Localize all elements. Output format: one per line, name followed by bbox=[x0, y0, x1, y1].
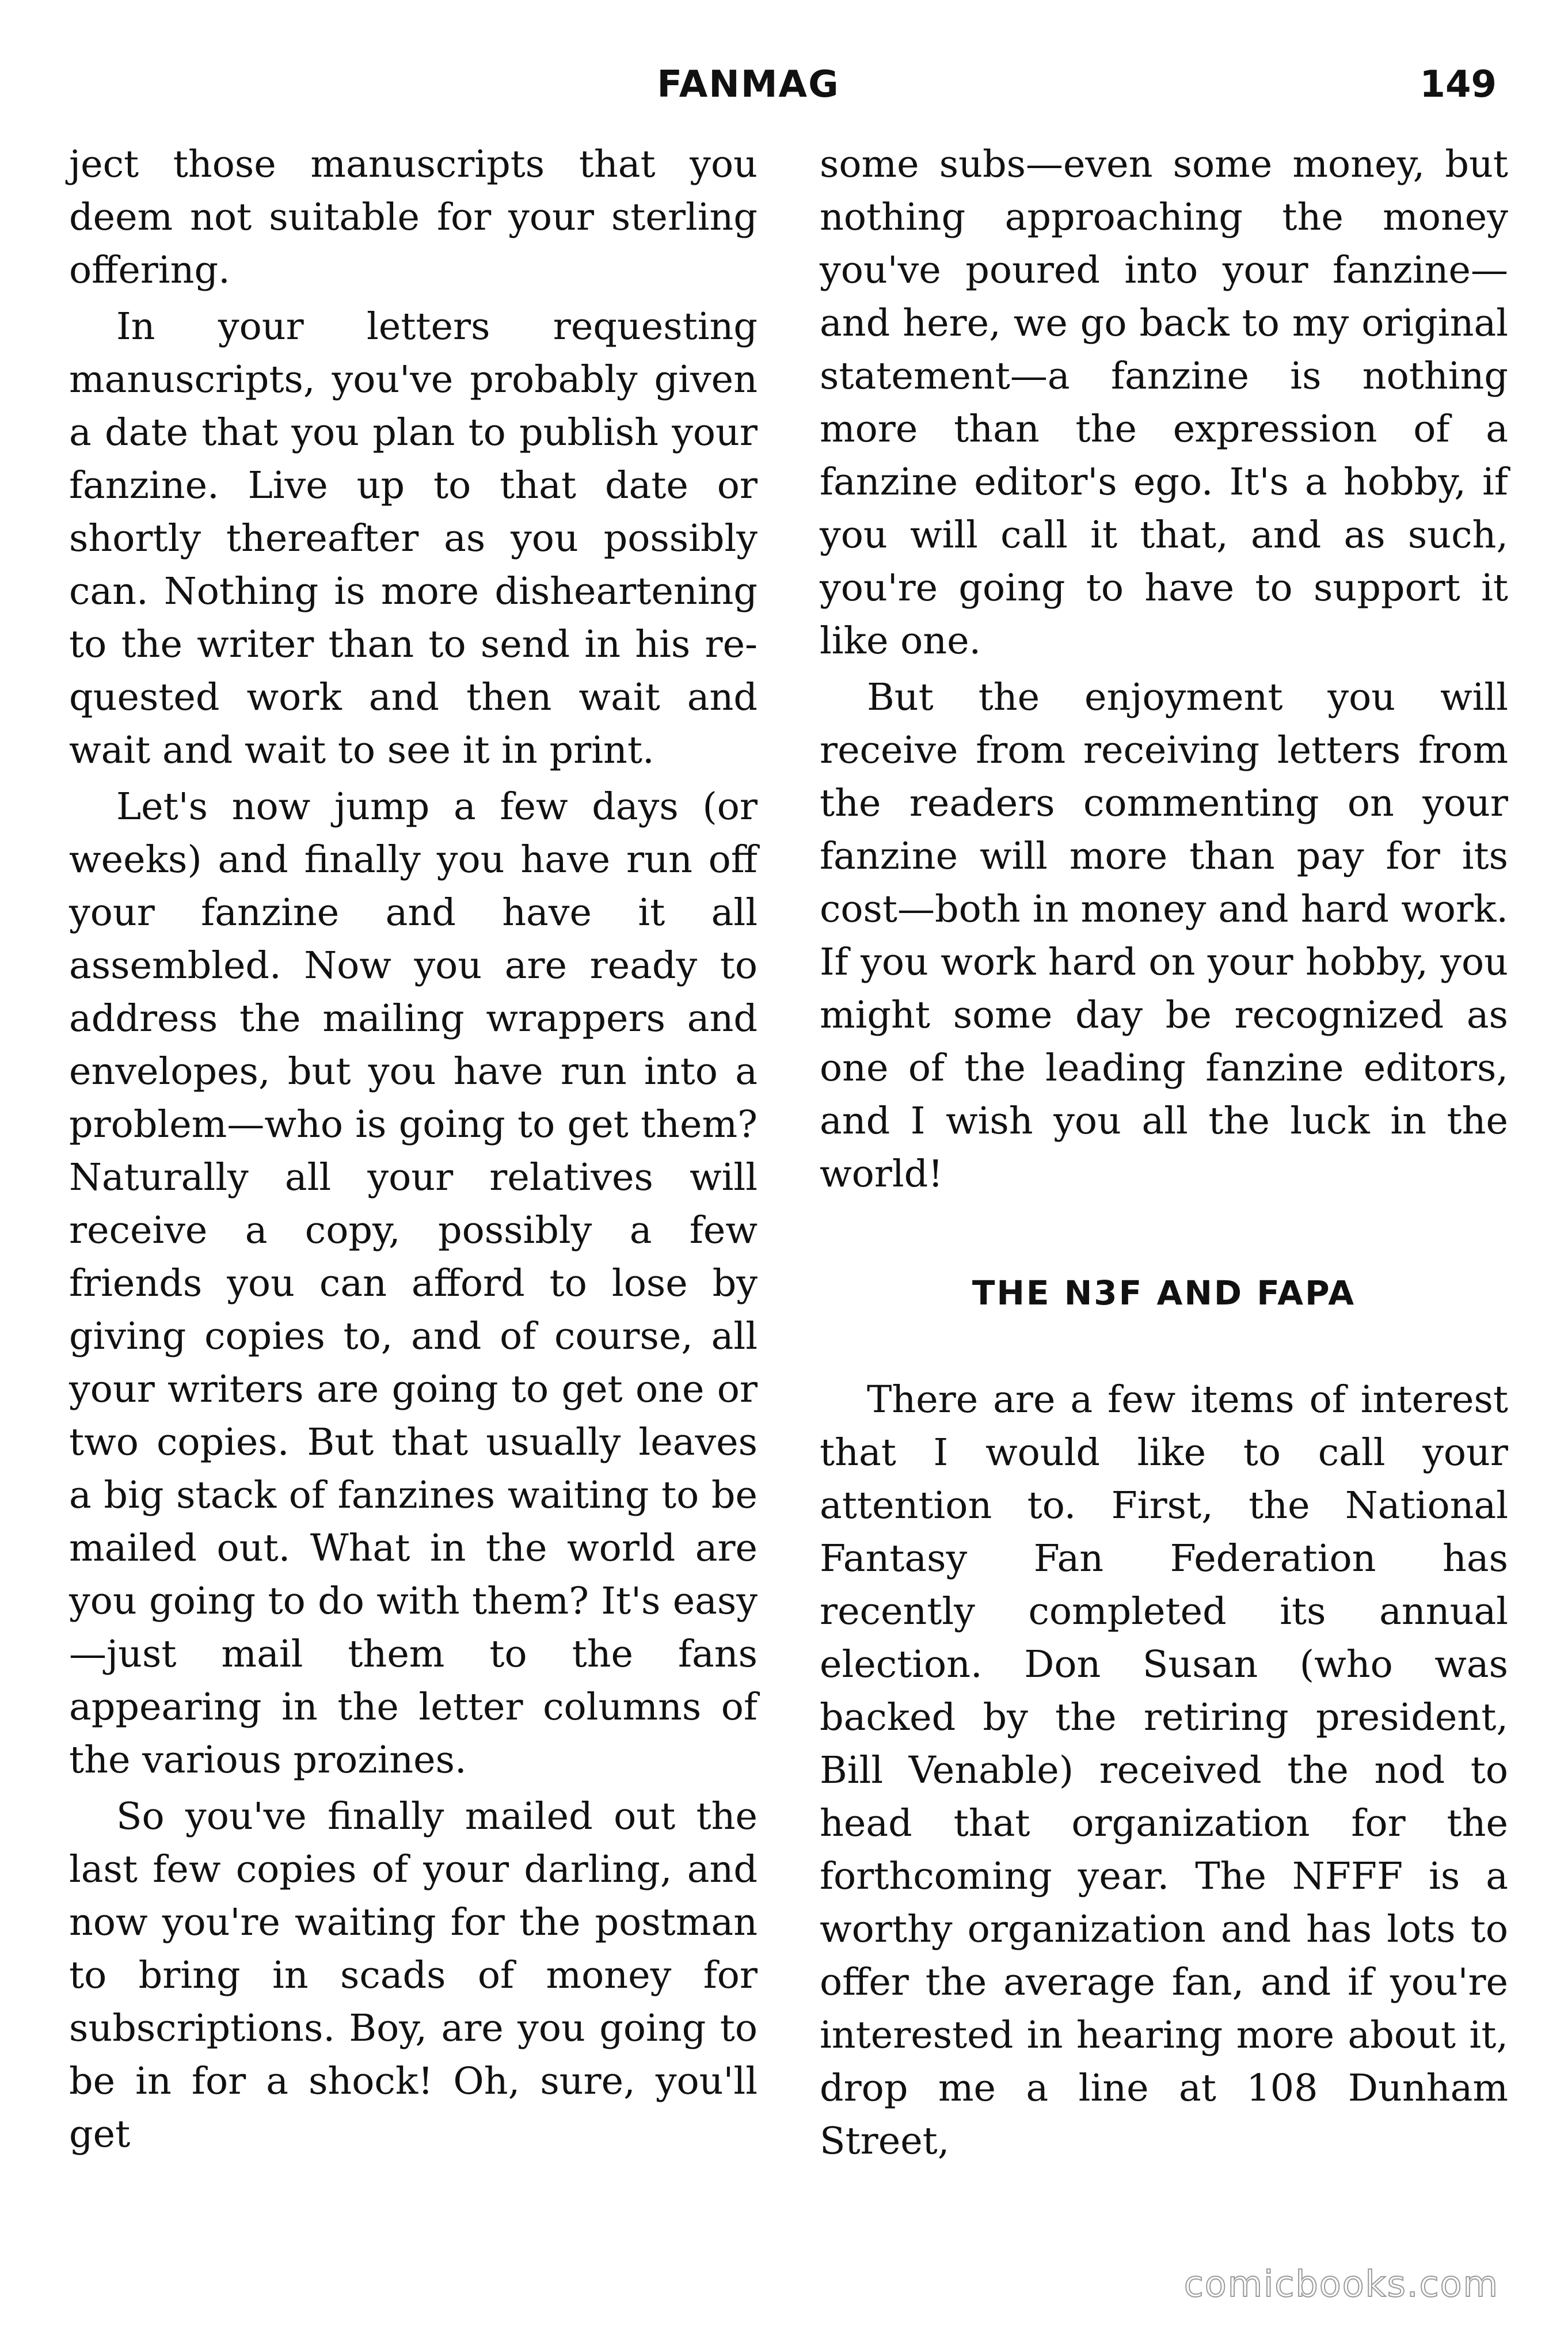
running-head-title: FANMAG bbox=[657, 63, 840, 106]
watermark: comicbooks.com bbox=[1183, 2263, 1499, 2305]
paragraph: Let's now jump a few days (or weeks) and finally you have run off your fanzine and have it all assembled. Now you are ready to address the mailing wrappers and envelopes, but you have run into a problem—who is going to get them? Naturally all your relatives will receive a copy, possibly a few friends you can afford to lose by giving copies to, and of course, all your writers are going to get one or two copies. But that usually leaves a big stack of fanzines waiting to be mailed out. What in the world are you going to do with them? It's easy—just mail them to the fans appearing in the letter columns of the various prozines. bbox=[69, 785, 758, 1782]
left-column bbox=[69, 138, 758, 2165]
right-column bbox=[820, 138, 1508, 2171]
paragraph: ject those manuscripts that you deem not suitable for your sterling offering. bbox=[69, 143, 758, 292]
section-heading: THE N3F AND FAPA bbox=[972, 1273, 1356, 1313]
paragraph: In your letters requesting manuscripts, you've probably given a date that you plan to publish your fanzine. Live up to that date or shortly thereafter as you possibly can. Nothing is more disheartening to the writer than to send in his requested work and then wait and wait and wait to see it in print. bbox=[69, 305, 758, 772]
paragraph: some subs—even some money, but nothing approaching the money you've poured into your fanzine—and here, we go back to my original statement—a fanzine is nothing more than the expression of a fanzine editor's ego. It's a hobby, if you will call it that, and as such, you're going to have to support it like one. bbox=[820, 143, 1508, 663]
paragraph: There are a few items of interest that I would like to call your attention to. First, the National Fantasy Fan Federation has recently completed its annual election. Don Susan (who was backed by the retiring president, Bill Venable) received the nod to head that organization for the forthcoming year. The NFFF is a worthy organization and has lots to offer the average fan, and if you're interested in hearing more about it, drop me a line at 108 Dunham Street, bbox=[820, 1378, 1508, 2163]
page-number: 149 bbox=[1419, 63, 1497, 106]
paragraph: So you've finally mailed out the last few copies of your darling, and now you're waiting for the postman to bring in scads of money for subscriptions. Boy, are you going to be in for a shock! Oh, sure, you'll get bbox=[69, 1795, 758, 2156]
paragraph: But the enjoyment you will receive from receiving letters from the readers commenting on your fanzine will more than pay for its cost—both in money and hard work. If you work hard on your hobby, you might some day be recognized as one of the leading fanzine editors, and I wish you all the luck in the world! bbox=[820, 676, 1508, 1196]
